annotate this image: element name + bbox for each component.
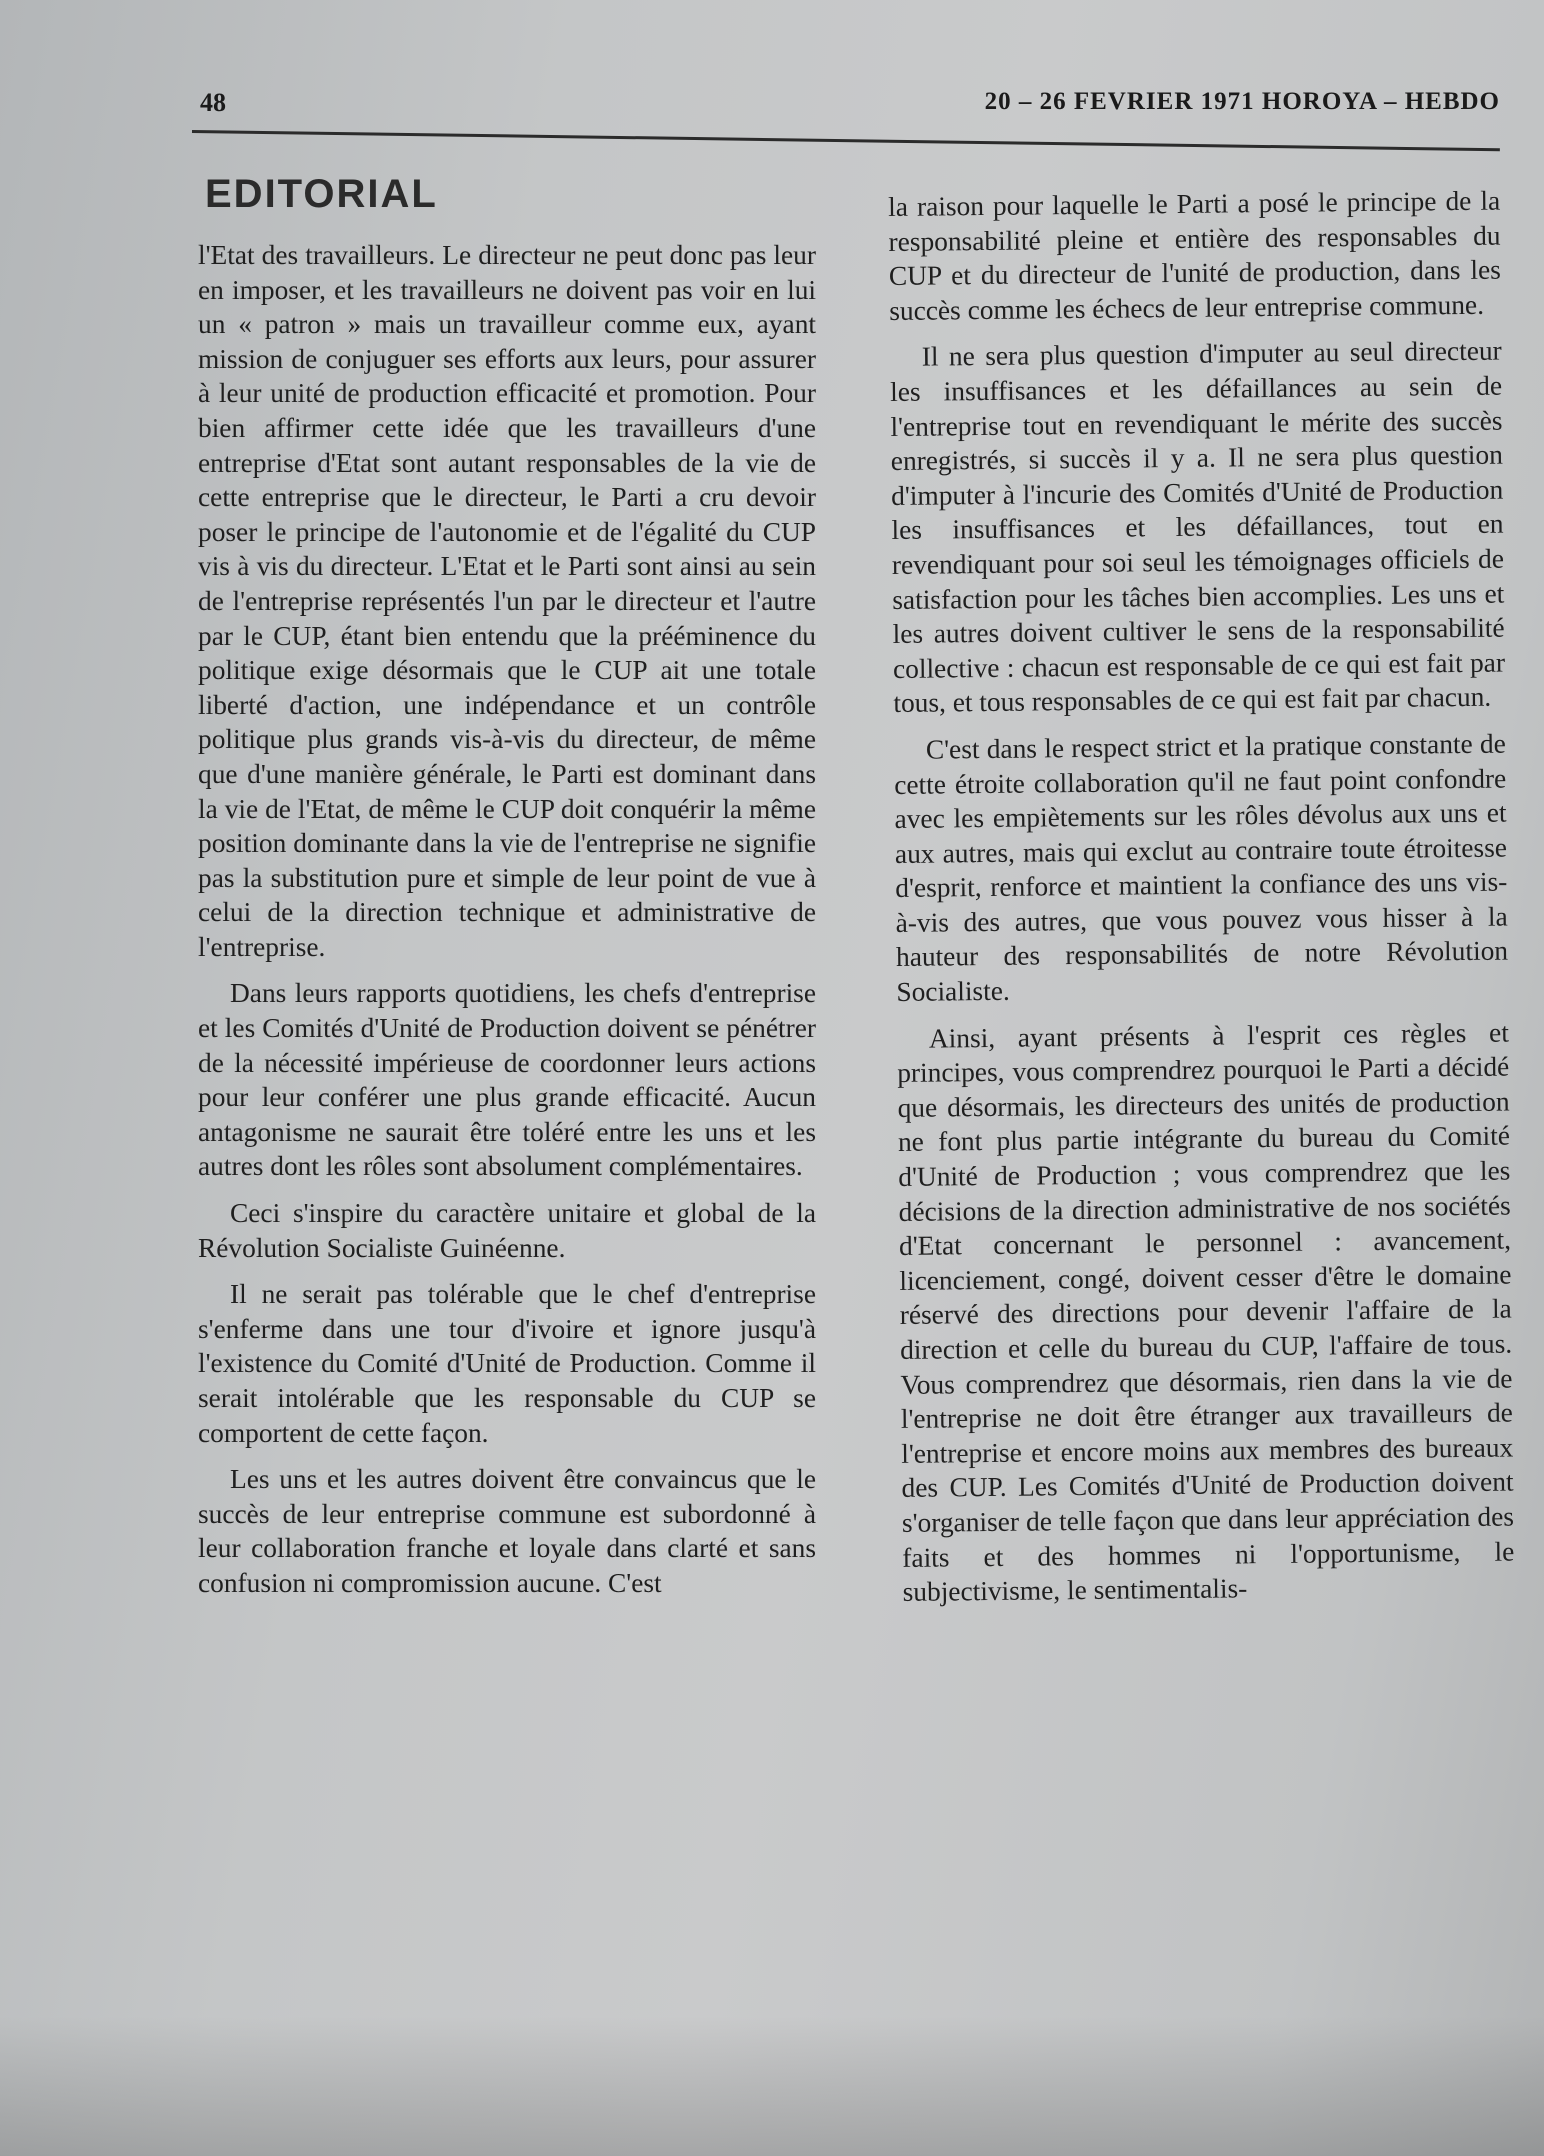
paragraph: Les uns et les autres doivent être convaincus que le succès de leur entreprise commune est subordonné à leur collaboration franche et loyale dans clarté et sans confusion ni compromission aucune. C'est [198,1464,816,1598]
issue-line: 20 – 26 FEVRIER 1971 HOROYA – HEBDO [984,88,1500,115]
paragraph: Ceci s'inspire du caractère unitaire et global de la Révolution Socialiste Guinéenne. [198,1198,816,1263]
paragraph: Dans leurs rapports quotidiens, les chefs d'entreprise et les Comités d'Unité de Production doivent se pénétrer de la nécessité impérieuse de coordonner leurs actions pour leur conférer une plus grande efficacité. Aucun antagonisme ne saurait être toléré entre les uns et les autres dont les rôles sont absolument complémentaires. [198,978,816,1182]
paragraph: C'est dans le respect strict et la pratique constante de cette étroite collaboration qu'il ne faut point confondre avec les empiètements sur les rôles dévolus aux uns et aux autres, mais qui exclut au contraire toute étroitesse d'esprit, renforce et maintient la confiance des uns vis-à-vis des autres, que vous pouvez vous hisser à la hauteur des responsabilités de notre Révolution Socialiste. [894,728,1509,1008]
left-column [198,238,816,1613]
paragraph: l'Etat des travailleurs. Le directeur ne peut donc pas leur en imposer, et les travailleurs ne doivent pas voir en lui un « patron » mais un travailleur comme eux, ayant mission de conjuguer ses efforts aux leurs, pour assurer à leur unité de production efficacité et promotion. Pour bien affirmer cette idée que les travailleurs d'une entreprise d'Etat sont autant responsables de la vie de cette entreprise que le directeur, le Parti a cru devoir poser le principe de l'autonomie et de l'égalité du CUP vis à vis du directeur. L'Etat et le Parti sont ainsi au sein de l'entreprise représentés l'un par le directeur et l'autre par le CUP, étant bien entendu que la prééminence du politique exige désormais que le CUP ait une totale liberté d'action, une indépendance et un contrôle politique plus grands vis-à-vis du directeur, de même que d'une manière générale, le Parti est dominant dans la vie de l'Etat, de même le CUP doit conquérir la même position dominante dans la vie de l'entreprise ne signifie pas la substitution pure et simple de leur point de vue à celui de la direction technique et administrative de l'entreprise. [198,240,816,962]
paragraph: Il ne sera plus question d'imputer au seul directeur les insuffisances et les défaillances au sein de l'entreprise tout en revendiquant le mérite des succès enregistrés, si succès il y a. Il ne sera plus question d'imputer à l'incurie des Comités d'Unité de Production les insuffisances et les défaillances, tout en revendiquant pour soi seul les témoignages officiels de satisfaction pour les tâches bien accomplies. Les uns et les autres doivent cultiver le sens de la responsabilité collective : chacun est responsable de ce qui est fait par tous, et tous responsables de ce qui est fait par chacun. [889,335,1506,719]
paragraph: Ainsi, ayant présents à l'esprit ces règles et principes, vous comprendrez pourquoi le Parti a décidé que désormais, les directeurs des unités de production ne font plus partie intégrante du bureau du Comité d'Unité de Production ; vous comprendrez que les décisions de la direction administrative de nos sociétés d'Etat concernant le personnel : avancement, licenciement, congé, doivent cesser d'être le domaine réservé des directions pour devenir l'affaire de la direction et celle du bureau du CUP, l'affaire de tous. Vous comprendrez que désormais, rien dans la vie de l'entreprise ne doit être étranger aux travailleurs de l'entreprise et encore moins aux membres des bureaux des CUP. Les Comités d'Unité de Production doivent s'organiser de telle façon que dans leur appréciation des faits et des hommes ni l'opportunisme, le subjectivisme, le sentimentalis- [897,1017,1515,1608]
paragraph: la raison pour laquelle le Parti a posé le principe de la responsabilité pleine et entière des responsables du CUP et du directeur de l'unité de production, dans les succès comme les échecs de leur entreprise commune. [888,185,1502,326]
page-header [190,88,1500,128]
page-shadow [0,2016,1544,2156]
paragraph: Il ne serait pas tolérable que le chef d'entreprise s'enferme dans une tour d'ivoire et ignore jusqu'à l'existence du Comité d'Unité de Production. Comme il serait intolérable que les responsable du CUP se comportent de cette façon. [198,1279,816,1448]
section-heading: EDITORIAL [205,172,438,216]
page-number: 48 [200,88,226,117]
right-column [888,184,1515,1622]
header-rule [192,130,1500,151]
